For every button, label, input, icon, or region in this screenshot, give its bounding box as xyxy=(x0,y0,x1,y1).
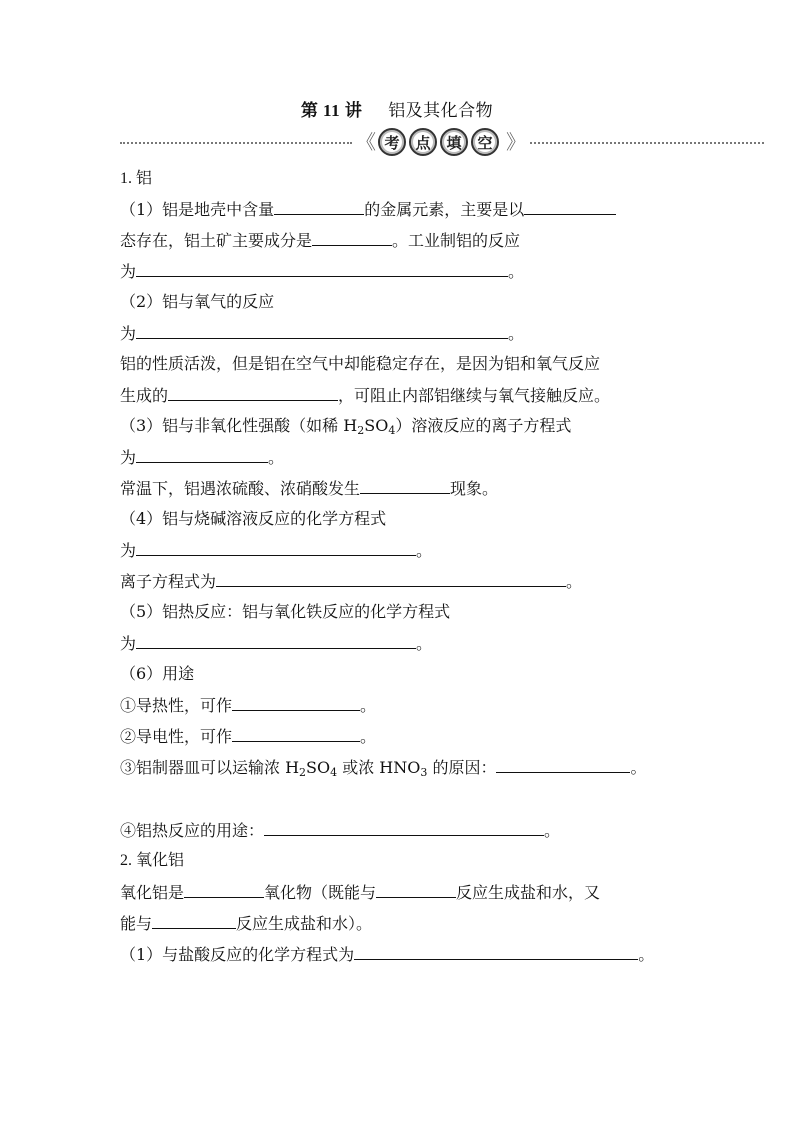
question-2-line-4: 生成的 ，可阻止内部铝继续与氧气接触反应。 xyxy=(120,383,610,408)
answer-blank[interactable] xyxy=(152,911,236,929)
answer-blank[interactable] xyxy=(232,724,360,742)
answer-blank[interactable] xyxy=(168,383,338,401)
page-title xyxy=(0,96,794,121)
banner-dotted-line-right xyxy=(530,142,764,144)
question-1-line-2: 态存在，铝土矿主要成分是 。工业制铝的反应 xyxy=(120,228,520,253)
question-6-heading: （6）用途 xyxy=(120,664,195,683)
usage-2: ②导电性，可作 。 xyxy=(120,724,376,749)
question-1-line-1: （1）铝是地壳中含量 的金属元素，主要是以 xyxy=(120,197,616,222)
answer-blank[interactable] xyxy=(136,445,268,463)
lesson-number: 第 11 讲 xyxy=(300,101,363,120)
alumina-line-3: （1）与盐酸反应的化学方程式为 。 xyxy=(120,942,654,967)
answer-blank[interactable] xyxy=(524,197,616,215)
answer-blank[interactable] xyxy=(496,755,630,773)
banner-label xyxy=(378,128,499,156)
question-3-line-2: 为 。 xyxy=(120,445,284,470)
alumina-line-2: 能与 反应生成盐和水）。 xyxy=(120,911,372,936)
chevron-right-icon: 》 xyxy=(506,130,526,154)
question-2-line-3: 铝的性质活泼，但是铝在空气中却能稳定存在，是因为铝和氧气反应 xyxy=(120,354,601,373)
answer-blank[interactable] xyxy=(232,693,360,711)
chevron-left-icon: 《 xyxy=(356,130,376,154)
banner-char: 空 xyxy=(471,128,499,156)
question-4-line-2: 为 。 xyxy=(120,538,432,563)
question-3-line-1: （3）铝与非氧化性强酸（如稀 $H_2SO_4$）溶液反应的离子方程式 xyxy=(120,416,572,437)
question-5-line-2: 为 。 xyxy=(120,631,432,656)
section-2-heading: 2. 氧化铝 xyxy=(120,852,185,869)
usage-3: ③铝制器皿可以运输浓 $H_2SO_4$ 或浓 $HNO_3$ 的原因： 。 xyxy=(120,755,646,780)
answer-blank[interactable] xyxy=(136,259,508,277)
question-2-line-1: （2）铝与氧气的反应 xyxy=(120,292,275,311)
question-1-line-3: 为 。 xyxy=(120,259,524,284)
question-4-line-1: （4）铝与烧碱溶液反应的化学方程式 xyxy=(120,509,387,528)
answer-blank[interactable] xyxy=(136,631,416,649)
answer-blank[interactable] xyxy=(274,197,364,215)
question-4-line-3: 离子方程式为 。 xyxy=(120,569,582,594)
banner-char: 点 xyxy=(409,128,437,156)
banner-dotted-line-left xyxy=(120,142,352,144)
answer-blank[interactable] xyxy=(136,321,508,339)
answer-blank[interactable] xyxy=(376,880,456,898)
section-banner xyxy=(120,126,764,160)
question-3-line-3: 常温下，铝遇浓硫酸、浓硝酸发生 现象。 xyxy=(120,476,498,501)
section-1-heading: 1. 铝 xyxy=(120,170,153,187)
question-5-line-1: （5）铝热反应：铝与氧化铁反应的化学方程式 xyxy=(120,602,451,621)
banner-char: 考 xyxy=(378,128,406,156)
usage-1: ①导热性，可作 。 xyxy=(120,693,376,718)
answer-blank[interactable] xyxy=(264,818,544,836)
question-2-line-2: 为 。 xyxy=(120,321,524,346)
lesson-title: 铝及其化合物 xyxy=(388,101,494,121)
answer-blank[interactable] xyxy=(184,880,264,898)
answer-blank[interactable] xyxy=(354,942,638,960)
banner-char: 填 xyxy=(440,128,468,156)
alumina-line-1: 氧化铝是 氧化物（既能与 反应生成盐和水，又 xyxy=(120,880,600,905)
answer-blank[interactable] xyxy=(312,228,392,246)
answer-blank[interactable] xyxy=(136,538,416,556)
usage-4: ④铝热反应的用途： 。 xyxy=(120,818,560,843)
answer-blank[interactable] xyxy=(216,569,566,587)
answer-blank[interactable] xyxy=(360,476,450,494)
